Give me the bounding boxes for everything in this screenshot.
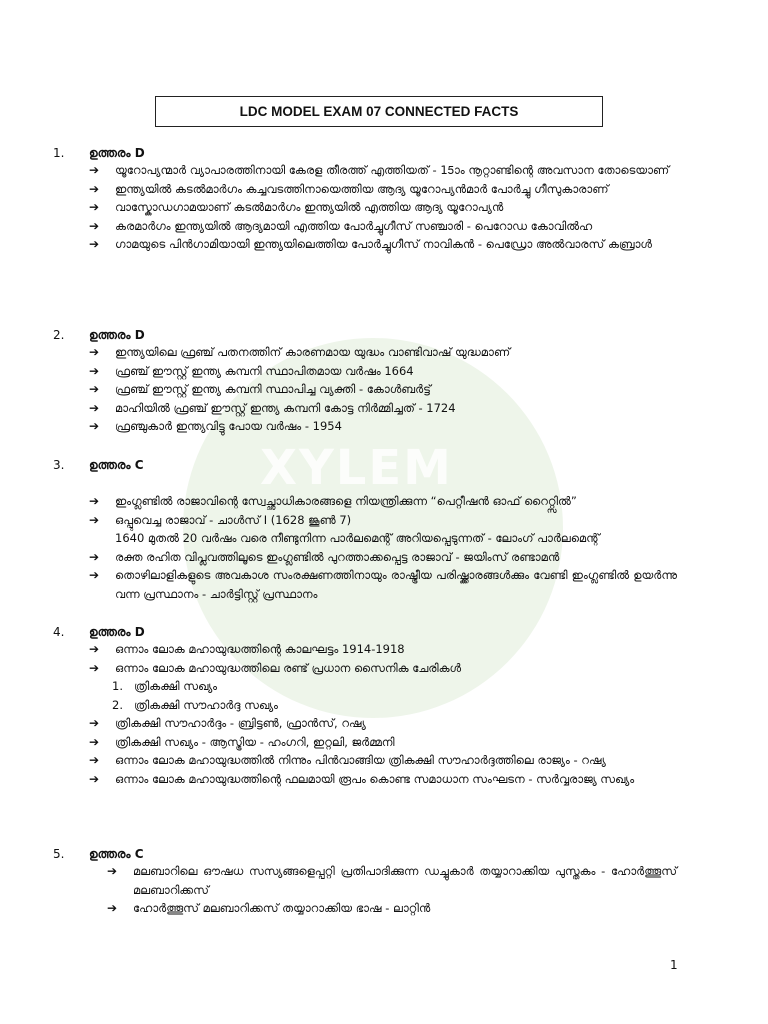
document-title: LDC MODEL EXAM 07 CONNECTED FACTS: [155, 96, 603, 127]
list-item: ➔ ഹോർത്തൂസ് മലബാറിക്കസ് തയ്യാറാക്കിയ ഭാഷ - ലാറ്റിൻ: [107, 899, 677, 918]
list-item: ➔ ഒന്നാം ലോക മഹായുദ്ധത്തിൽ നിന്നും പിൻവാങ്ങിയ ത്രികക്ഷി സൗഹാർദ്ദത്തിലെ രാജ്യം - റഷ്യ: [89, 751, 677, 770]
question-number: 1.: [53, 146, 65, 160]
sub-list-item: 1. ത്രികക്ഷി സഖ്യം: [112, 679, 218, 693]
question-number: 5.: [53, 847, 65, 861]
arrow-icon: ➔: [89, 200, 100, 214]
arrow-icon: ➔: [89, 660, 100, 675]
list-item: ➔ ഒപ്പുവെച്ച രാജാവ് - ചാൾസ് I (1628 ജൂൺ 7): [89, 511, 677, 530]
page-number: 1: [670, 958, 678, 972]
question-answer: ഉത്തരം C: [89, 458, 144, 472]
list-item: ➔ കരമാർഗം ഇന്ത്യയിൽ ആദ്യമായി എത്തിയ പോർച്ചുഗീസ് സഞ്ചാരി - പെറോഡ കോവിൽഹ: [89, 217, 677, 236]
continuation-line: 1640 മുതൽ 20 വർഷം വരെ നീണ്ടുനിന്ന പാർലമെന്റ് അറിയപ്പെടുന്നത് - ലോംഗ് പാർലമെന്റ്: [115, 531, 600, 545]
arrow-icon: ➔: [89, 549, 100, 564]
arrow-icon: ➔: [89, 382, 100, 396]
arrow-icon: ➔: [89, 419, 100, 433]
question-number: 3.: [53, 458, 65, 472]
question-answer: ഉത്തരം D: [89, 328, 145, 342]
list-item: ➔ ത്രികക്ഷി സഖ്യം - ആസ്ട്രിയ - ഹംഗറി, ഇറ്റലി, ജർമ്മനി: [89, 733, 677, 752]
list-item: ➔ രക്ത രഹിത വിപ്ലവത്തിലൂടെ ഇംഗ്ലണ്ടിൽ പുറത്താക്കപ്പെട്ട രാജാവ് - ജയിംസ് രണ്ടാമൻ: [89, 548, 677, 567]
list-item: ➔ മാഹിയിൽ ഫ്രഞ്ച് ഈസ്റ്റ് ഇന്ത്യ കമ്പനി കോട്ട നിർമ്മിച്ചത് - 1724: [89, 399, 677, 418]
list-item: ➔ ഫ്രഞ്ചുകാർ ഇന്ത്യവിട്ടു പോയ വർഷം - 1954: [89, 417, 677, 436]
question-answer: ഉത്തരം D: [89, 625, 145, 639]
list-item: ➔ ഗാമയുടെ പിൻഗാമിയായി ഇന്ത്യയിലെത്തിയ പോർച്ചുഗീസ് നാവികൻ - പെഡ്രോ അൽവാരസ് കബ്രാൾ: [89, 235, 677, 254]
question-answer: ഉത്തരം C: [89, 847, 144, 861]
arrow-icon: ➔: [89, 237, 100, 251]
arrow-icon: ➔: [89, 363, 100, 378]
list-item: ➔ ഇന്ത്യയിലെ ഫ്രഞ്ച് പതനത്തിന് കാരണമായ യുദ്ധം വാണ്ടിവാഷ് യുദ്ധമാണ്: [89, 343, 677, 362]
list-item: ➔ ഫ്രഞ്ച് ഈസ്റ്റ് ഇന്ത്യ കമ്പനി സ്ഥാപിതമായ വർഷം 1664: [89, 362, 677, 381]
list-item: ➔ ഇന്ത്യയിൽ കടൽമാർഗം കച്ചവടത്തിനായെത്തിയ ആദ്യ യൂറോപ്യൻമാർ പോർച്ചു ഗീസുകാരാണ്: [89, 180, 677, 199]
arrow-icon: ➔: [89, 494, 100, 508]
list-item: ➔ തൊഴിലാളികളുടെ അവകാശ സംരക്ഷണത്തിനായും രാഷ്ട്രീയ പരിഷ്ക്കാരങ്ങൾക്കും വേണ്ടി ഇംഗ്ലണ്ടിൽ ഉയർന്നു വന്ന പ്രസ്ഥാനം - ചാർട്ടിസ്റ്റ് പ്രസ്ഥാനം: [89, 568, 677, 601]
arrow-icon: ➔: [89, 771, 100, 786]
arrow-icon: ➔: [89, 734, 100, 749]
list-item: ➔ ഇംഗ്ലണ്ടിൽ രാജാവിന്റെ സ്വേച്ഛാധികാരങ്ങളെ നിയന്ത്രിക്കുന്ന “പെറ്റീഷൻ ഓഫ് റൈറ്റ്സിൽ”: [89, 492, 677, 511]
arrow-icon: ➔: [107, 901, 118, 915]
question-number: 2.: [53, 328, 65, 342]
list-item: ➔ യൂറോപ്യന്മാർ വ്യാപാരത്തിനായി കേരള തീരത്ത് എത്തിയത് - 15ാം നൂറ്റാണ്ടിന്റെ അവസാന തോടെയാണ്: [89, 161, 677, 180]
list-item: ➔ ഒന്നാം ലോക മഹായുദ്ധത്തിലെ രണ്ട് പ്രധാന സൈനിക ചേരികൾ: [89, 659, 677, 678]
list-item: ➔ വാസ്കോഡഗാമയാണ് കടൽമാർഗം ഇന്ത്യയിൽ എത്തിയ ആദ്യ യൂറോപ്യൻ: [89, 198, 677, 217]
arrow-icon: ➔: [89, 642, 100, 656]
list-item: ➔ ഫ്രഞ്ച് ഈസ്റ്റ് ഇന്ത്യ കമ്പനി സ്ഥാപിച്ച വ്യക്തി - കോൾബർട്ട്: [89, 380, 677, 399]
arrow-icon: ➔: [89, 512, 100, 527]
list-item: ➔ ഒന്നാം ലോക മഹായുദ്ധത്തിന്റെ ഫലമായി രൂപം കൊണ്ട സമാധാന സംഘടന - സർവ്വരാജ്യ സഖ്യം: [89, 770, 677, 789]
arrow-icon: ➔: [89, 753, 100, 767]
list-item: ➔ ഒന്നാം ലോക മഹായുദ്ധത്തിന്റെ കാലഘട്ടം 1914-1918: [89, 640, 677, 659]
arrow-icon: ➔: [89, 345, 100, 359]
arrow-icon: ➔: [89, 568, 100, 582]
list-item: ➔ ത്രികക്ഷി സൗഹാർദ്ദം - ബ്രിട്ടൺ, ഫ്രാൻസ്, റഷ്യ: [89, 714, 677, 733]
list-item: ➔ മലബാറിലെ ഔഷധ സസ്യങ്ങളെപ്പറ്റി പ്രതിപാദിക്കുന്ന ഡച്ചുകാർ തയ്യാറാക്കിയ പുസ്തകം - ഹോർത്തൂസ് മലബാറിക്കസ്: [107, 864, 677, 897]
question-number: 4.: [53, 625, 65, 639]
arrow-icon: ➔: [89, 163, 100, 177]
arrow-icon: ➔: [89, 716, 100, 730]
arrow-icon: ➔: [89, 218, 100, 233]
arrow-icon: ➔: [89, 181, 100, 196]
arrow-icon: ➔: [107, 864, 118, 878]
arrow-icon: ➔: [89, 400, 100, 415]
watermark-logo: XYLEM: [260, 440, 453, 496]
sub-list-item: 2. ത്രികക്ഷി സൗഹാർദ്ദ സഖ്യം: [112, 697, 278, 712]
question-answer: ഉത്തരം D: [89, 146, 145, 160]
